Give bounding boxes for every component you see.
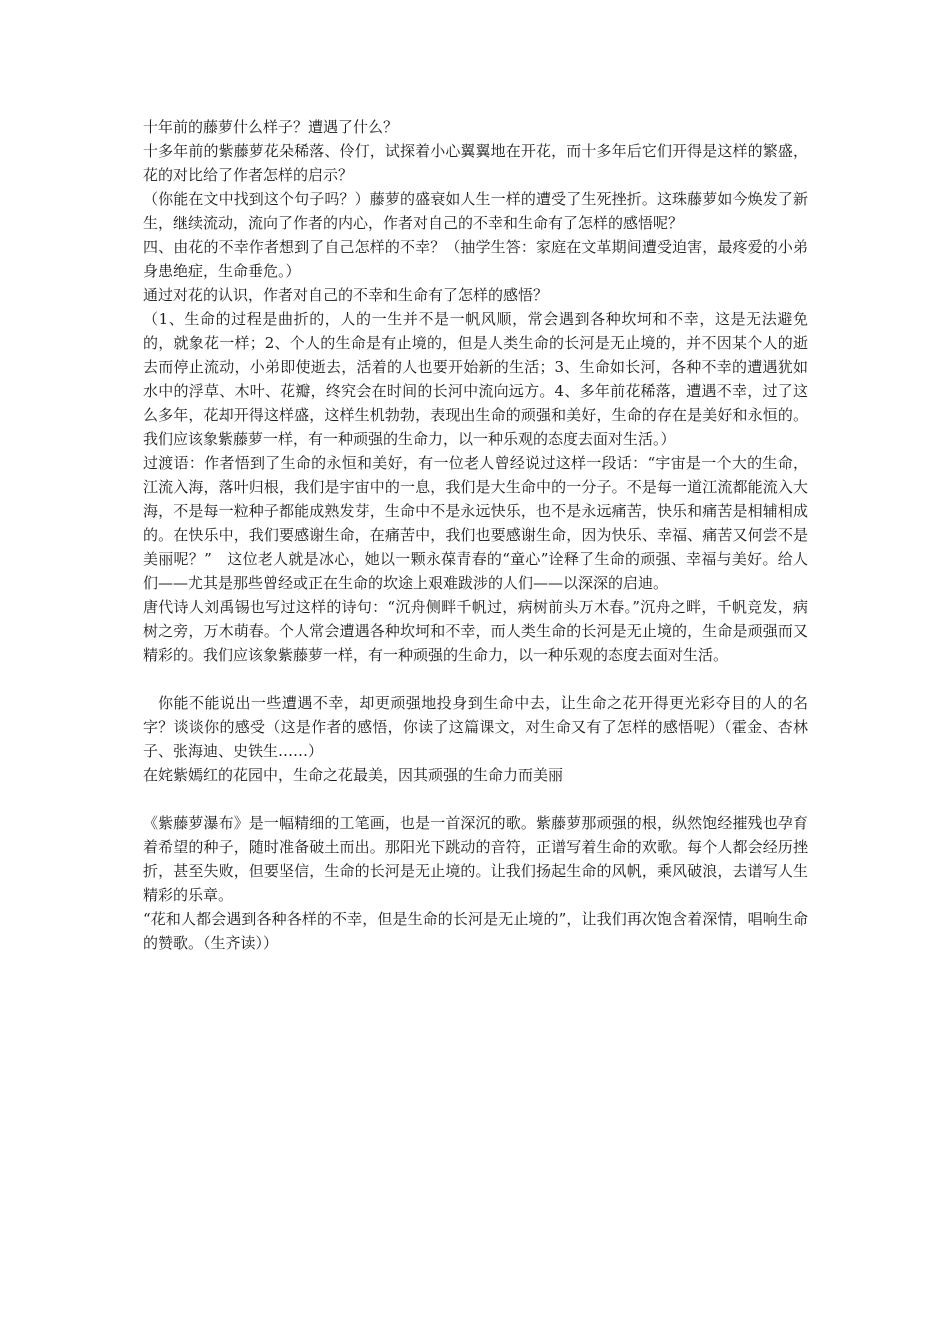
- paragraph: 唐代诗人刘禹锡也写过这样的诗句：“沉舟侧畔千帆过，病树前头万木春。”沉舟之畔，千帆竞发，病树之旁，万木萌春。个人常会遭遇各种坎坷和不幸，而人类生命的长河是无止境的，生命是顽强而又精彩的。我们应该象紫藤萝一样，有一种顽强的生命力，以一种乐观的态度去面对生活。: [143, 598, 808, 664]
- paragraph: 你能不能说出一些遭遇不幸，却更顽强地投身到生命中去，让生命之花开得更光彩夺目的人的名字？谈谈你的感受（这是作者的感悟，你读了这篇课文，对生命又有了怎样的感悟呢）（霍金、杏林子、张海迪、史铁生……）: [143, 694, 808, 760]
- paragraph: （你能在文中找到这个句子吗？）藤萝的盛衰如人生一样的遭受了生死挫折。这珠藤萝如今焕发了新生，继续流动，流向了作者的内心，作者对自己的不幸和生命有了怎样的感悟呢？: [143, 190, 808, 232]
- paragraph: “花和人都会遇到各种各样的不幸，但是生命的长河是无止境的”，让我们再次饱含着深情，唱响生命的赞歌。（生齐读））: [143, 910, 808, 952]
- paragraph: 在姹紫嫣红的花园中，生命之花最美，因其顽强的生命力而美丽: [143, 766, 564, 784]
- blank-line: [143, 667, 808, 691]
- paragraph: 通过对花的认识，作者对自己的不幸和生命有了怎样的感悟？: [143, 286, 549, 304]
- paragraph: 四、由花的不幸作者想到了自己怎样的不幸？（抽学生答：家庭在文革期间遭受迫害，最疼爱的小弟身患绝症，生命垂危。）: [143, 238, 808, 280]
- document-body: [143, 115, 808, 955]
- blank-line: [143, 787, 808, 811]
- paragraph: 十年前的藤萝什么样子？遭遇了什么？: [143, 118, 399, 136]
- paragraph: 《紫藤萝瀑布》是一幅精细的工笔画，也是一首深沉的歌。紫藤萝那顽强的根，纵然饱经摧残也孕育着希望的种子，随时准备破土而出。那阳光下跳动的音符，正谱写着生命的欢歌。每个人都会经历挫折，甚至失败，但要坚信，生命的长河是无止境的。让我们扬起生命的风帆，乘风破浪，去谱写人生精彩的乐章。: [143, 814, 808, 904]
- paragraph: 过渡语：作者悟到了生命的永恒和美好，有一位老人曾经说过这样一段话：“宇宙是一个大的生命，江流入海，落叶归根，我们是宇宙中的一息，我们是大生命中的一分子。不是每一道江流都能流入大海，不是每一粒种子都能成熟发芽，生命中不是永远快乐，也不是永远痛苦，快乐和痛苦是相辅相成的。在快乐中，我们要感谢生命，在痛苦中，我们也要感谢生命，因为快乐、幸福、痛苦又何尝不是美丽呢？” 这位老人就是冰心，她以一颗永葆青春的“童心”诠释了生命的顽强、幸福与美好。给人们——尤其是那些曾经或正在生命的坎途上艰难跋涉的人们——以深深的启迪。: [143, 454, 808, 592]
- paragraph: （1、生命的过程是曲折的，人的一生并不是一帆风顺，常会遇到各种坎坷和不幸，这是无法避免的，就象花一样；2、个人的生命是有止境的，但是人类生命的长河是无止境的，并不因某个人的逝去而停止流动，小弟即使逝去，活着的人也要开始新的生活；3、生命如长河，各种不幸的遭遇犹如水中的浮草、木叶、花瓣，终究会在时间的长河中流向远方。4、多年前花稀落，遭遇不幸，过了这么多年，花却开得这样盛，这样生机勃勃，表现出生命的顽强和美好，生命的存在是美好和永恒的。我们应该象紫藤萝一样，有一种顽强的生命力，以一种乐观的态度去面对生活。）: [143, 310, 808, 448]
- paragraph: 十多年前的紫藤萝花朵稀落、伶仃，试探着小心翼翼地在开花，而十多年后它们开得是这样的繁盛，花的对比给了作者怎样的启示？: [143, 142, 808, 184]
